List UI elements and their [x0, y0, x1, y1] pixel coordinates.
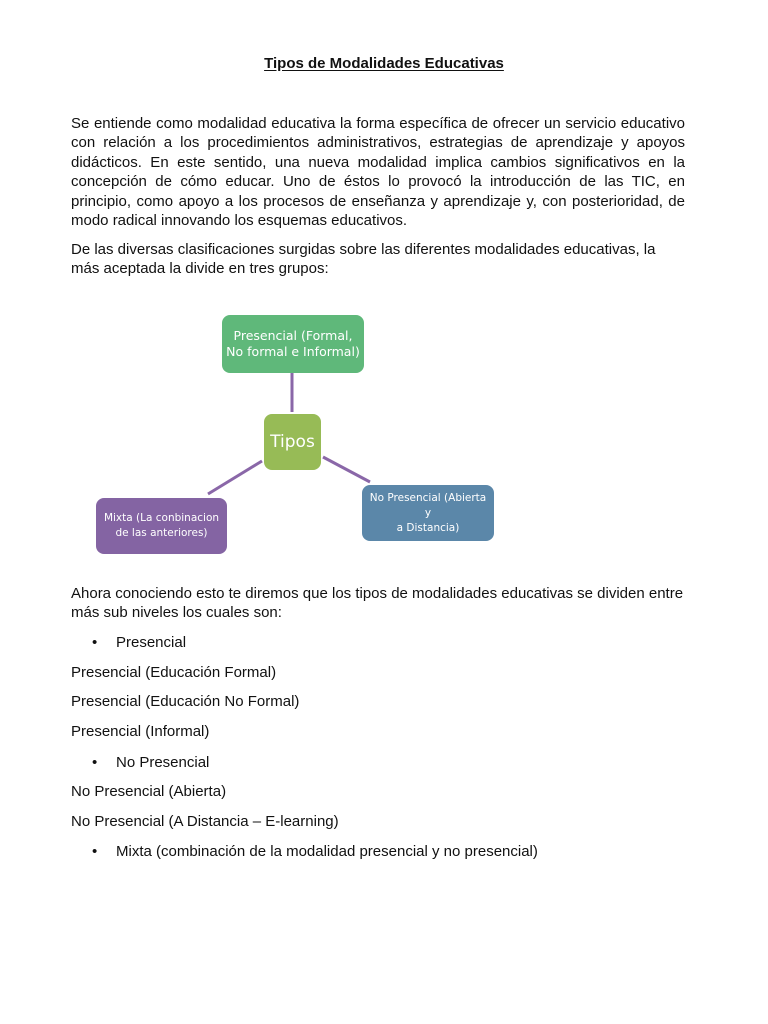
bullet-icon: •	[92, 634, 98, 651]
diagram-node-nopresencial	[362, 485, 494, 541]
bullet-icon: •	[92, 843, 98, 860]
intro-paragraph: Se entiende como modalidad educativa la forma específica de ofrecer un servicio educativo con relación a los procedimientos administrativos, estrategias de aprendizaje y apoyos didácticos. En este sentido, una nueva modalidad implica cambios significativos en la concepción de cómo educar. Uno de éstos lo provocó la introducción de las TIC, en principio, como apoyo a los procesos de enseñanza y aprendizaje y, con posterioridad, de modo radical innovando los esquemas educativos.	[71, 115, 685, 230]
diagram-node-mixta	[96, 498, 227, 554]
list-item: Presencial (Informal)	[71, 723, 210, 740]
list-item: No Presencial (Abierta)	[71, 783, 227, 800]
mixta-node-line2: de las anteriores)	[115, 527, 208, 539]
presencial-node-line2: No formal e Informal)	[226, 344, 360, 359]
nopresencial-node-line2: a Distancia)	[396, 521, 460, 534]
bullet-text: No Presencial	[116, 754, 210, 771]
classification-paragraph: De las diversas clasificaciones surgidas sobre las diferentes modalidades educativas, la más aceptada la divide en tres grupos:	[71, 241, 656, 278]
connector-center-mixta	[208, 461, 262, 494]
bullet-icon: •	[92, 754, 98, 771]
bullet-text: Mixta (combinación de la modalidad presencial y no presencial)	[116, 843, 538, 860]
list-bullet-presencial	[92, 633, 186, 652]
list-bullet-nopresencial	[92, 753, 209, 772]
followup-paragraph: Ahora conociendo esto te diremos que los tipos de modalidades educativas se dividen entre más sub niveles los cuales son:	[71, 585, 684, 622]
bullet-text: Presencial	[116, 634, 187, 651]
nopresencial-node-line1: No Presencial (Abierta y	[369, 491, 487, 519]
diagram-node-presencial	[222, 315, 364, 373]
mixta-node-line1: Mixta (La conbinacion	[103, 512, 220, 524]
list-item: Presencial (Educación No Formal)	[71, 693, 300, 710]
connector-center-nopresencial	[323, 457, 370, 482]
list-item: Presencial (Educación Formal)	[71, 664, 277, 681]
list-bullet-mixta	[92, 842, 538, 861]
presencial-node-line1: Presencial (Formal,	[233, 328, 353, 343]
document-title: Tipos de Modalidades Educativas	[264, 55, 504, 72]
diagram-node-center: Tipos	[264, 414, 321, 470]
list-item: No Presencial (A Distancia – E-learning)	[71, 813, 339, 830]
